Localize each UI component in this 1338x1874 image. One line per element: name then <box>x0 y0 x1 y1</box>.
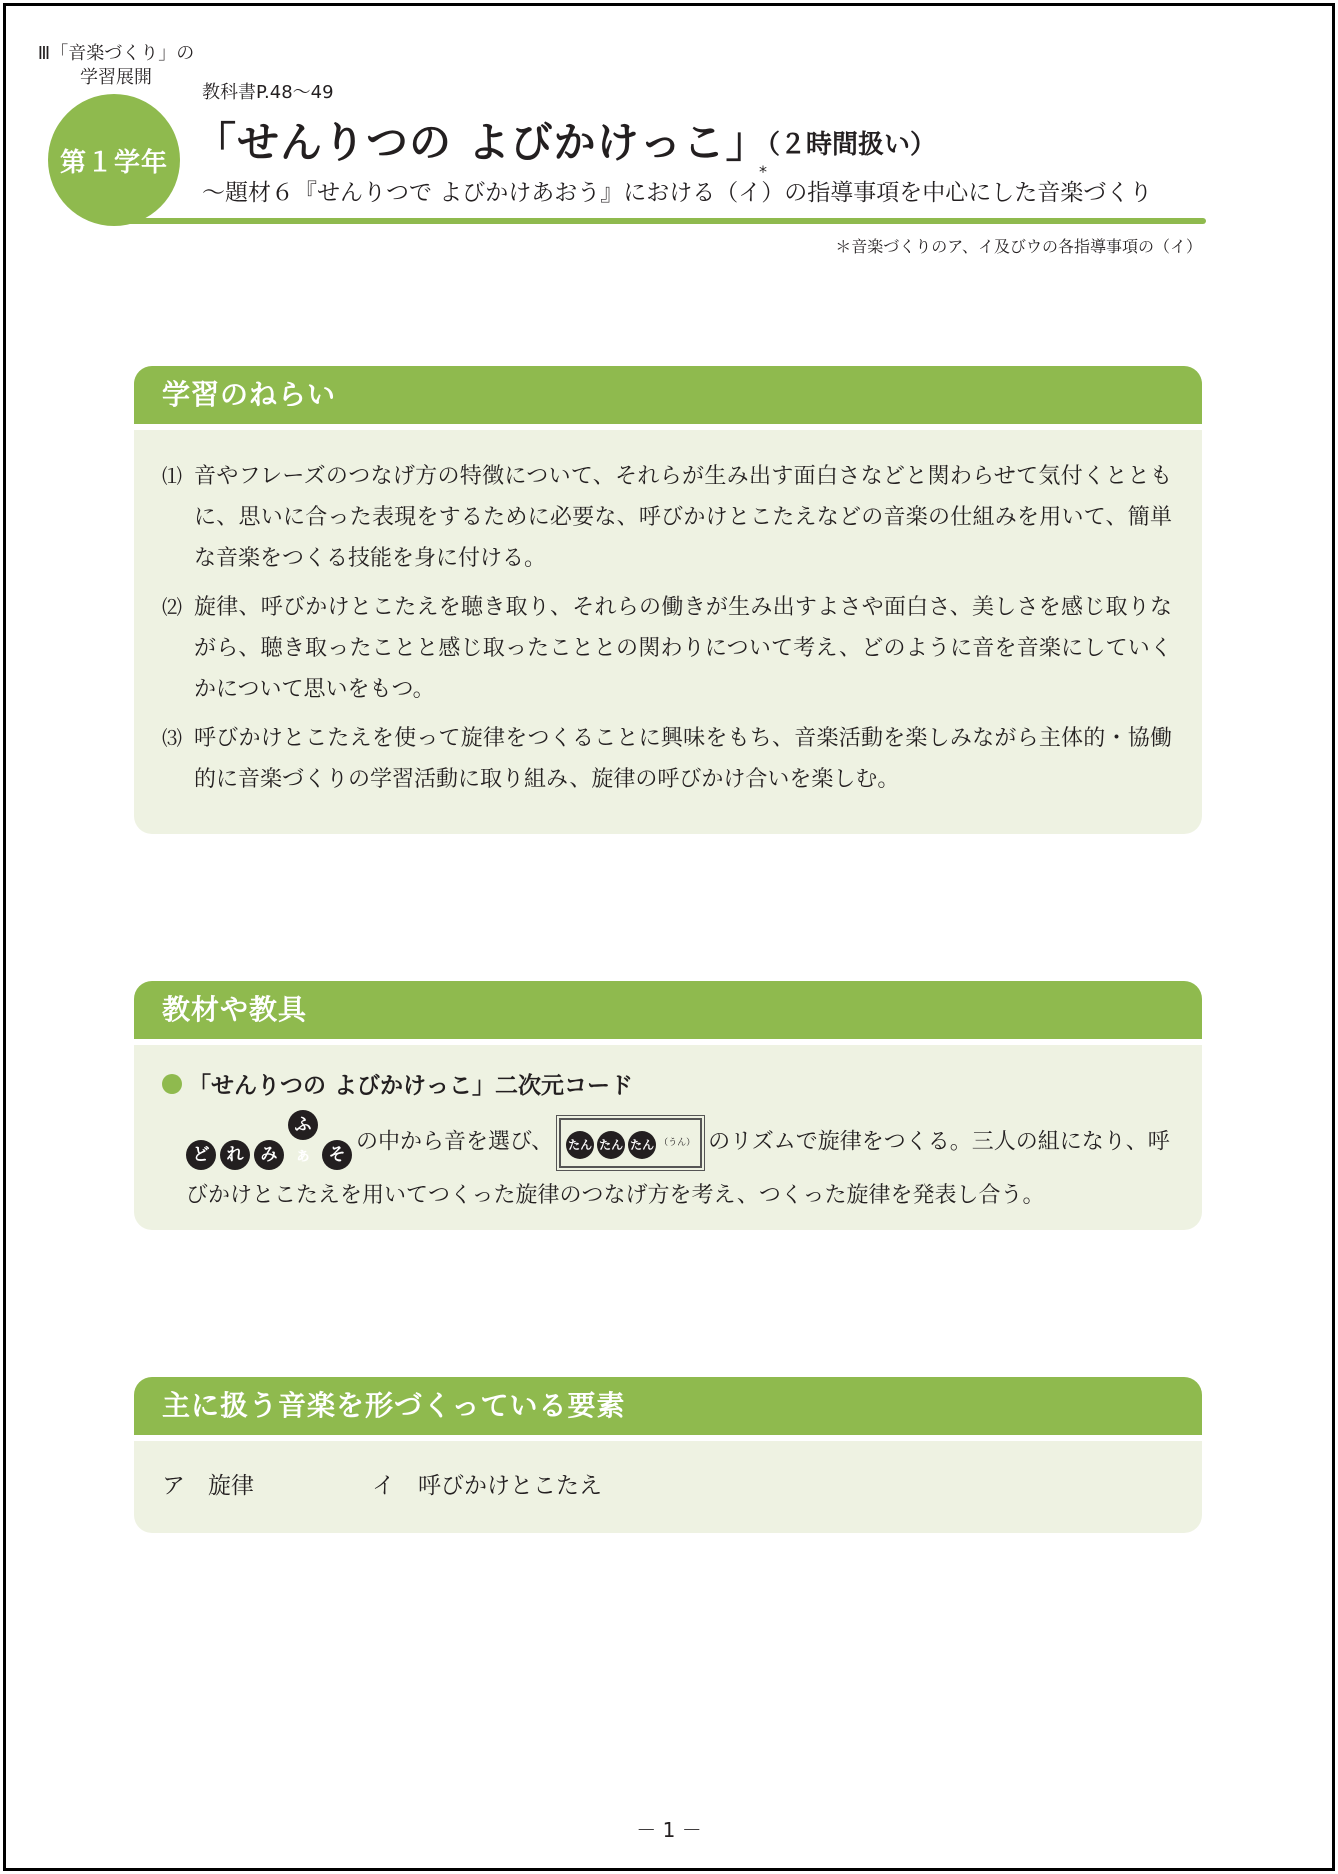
rhythm-pattern-box <box>559 1118 702 1168</box>
section-heading: 学習のねらい <box>134 366 1202 430</box>
elements-list <box>162 1467 1172 1500</box>
aim-text: 呼びかけとこたえを使って旋律をつくることに興味をもち、音楽活動を楽しみながら主体的・協働的に音楽づくりの学習活動に取り組み、旋律の呼びかけ合いを楽しむ。 <box>194 726 1172 792</box>
aim-text: 音やフレーズのつなげ方の特徴について、それらが生み出す面白さなどと関わらせて気付くとともに、思いに合った表現をするために必要な、呼びかけとこたえなどの音楽の仕組みを用いて、簡単な音楽をつくる技能を身に付ける。 <box>194 464 1172 571</box>
solfa-do-icon: ど <box>186 1140 216 1170</box>
textbook-reference: 教科書P.48～49 <box>202 82 334 103</box>
hours-note: （２時間扱い） <box>754 130 937 160</box>
solfa-icons <box>186 1110 356 1175</box>
aim-number: ⑵ <box>162 595 182 619</box>
description-text-2: のリズムで旋律をつくる。三人の組になり、呼びかけとこたえを用いてつくった旋律のつなげ方を考え、つくった旋律を発表し合う。 <box>186 1129 1170 1208</box>
solfa-re-icon: れ <box>220 1140 250 1170</box>
solfa-mi-icon: み <box>254 1140 284 1170</box>
header-divider <box>112 218 1206 224</box>
element-melody: ア 旋律 <box>162 1473 254 1499</box>
section-heading: 主に扱う音楽を形づくっている要素 <box>134 1377 1202 1441</box>
rhythm-tan-icon: たん <box>628 1131 656 1159</box>
aim-item <box>162 587 1172 710</box>
aim-item <box>162 718 1172 800</box>
aim-text: 旋律、呼びかけとこたえを聴き取り、それらの働きが生み出すよさや面白さ、美しさを感じ取りながら、聴き取ったことと感じ取ったこととの関わりについて考え、どのように音を音楽にしていくかについて思いをもつ。 <box>194 595 1172 702</box>
materials-section <box>134 981 1202 1230</box>
solfa-so-icon: そ <box>322 1140 352 1170</box>
chapter-label-line2: 学習展開 <box>80 67 152 88</box>
elements-body <box>134 1441 1202 1524</box>
section-heading: 教材や教具 <box>134 981 1202 1045</box>
learning-aims-section <box>134 366 1202 834</box>
chapter-label <box>36 42 196 90</box>
aim-number: ⑶ <box>162 726 182 750</box>
chapter-label-line1: Ⅲ「音楽づくり」の <box>37 43 195 64</box>
materials-body <box>134 1045 1202 1230</box>
material-item-title <box>162 1067 1172 1100</box>
description-text-1: の中から音を選び、 <box>356 1129 554 1155</box>
page-title: 「せんりつの よびかけっこ」 <box>194 118 769 167</box>
aim-item <box>162 456 1172 579</box>
page-border <box>3 3 1335 1871</box>
aims-list <box>134 430 1202 832</box>
element-call-response: イ 呼びかけとこたえ <box>372 1473 602 1499</box>
rhythm-tan-icon: たん <box>597 1131 625 1159</box>
footnote-marker: * <box>759 162 767 181</box>
musical-elements-section <box>134 1377 1202 1533</box>
rhythm-rest-label: （うん） <box>659 1137 696 1148</box>
subtitle <box>202 162 1153 207</box>
rhythm-tan-icon: たん <box>566 1131 594 1159</box>
solfa-fa-icon: ふぁ <box>288 1110 318 1140</box>
grade-badge: 第１学年 <box>48 94 180 226</box>
subtitle-text: ～題材６『せんりつで よびかけあおう』における（イ）の指導事項を中心にした音楽づくり <box>202 180 1153 206</box>
page-number: － 1 － <box>636 1818 702 1842</box>
bullet-icon <box>162 1074 182 1094</box>
material-title-text: 「せんりつの よびかけっこ」二次元コード <box>188 1073 634 1099</box>
footnote: ＊音楽づくりのア、イ及びウの各指導事項の（イ） <box>835 237 1202 256</box>
aim-number: ⑴ <box>162 464 182 488</box>
material-description <box>186 1110 1172 1217</box>
